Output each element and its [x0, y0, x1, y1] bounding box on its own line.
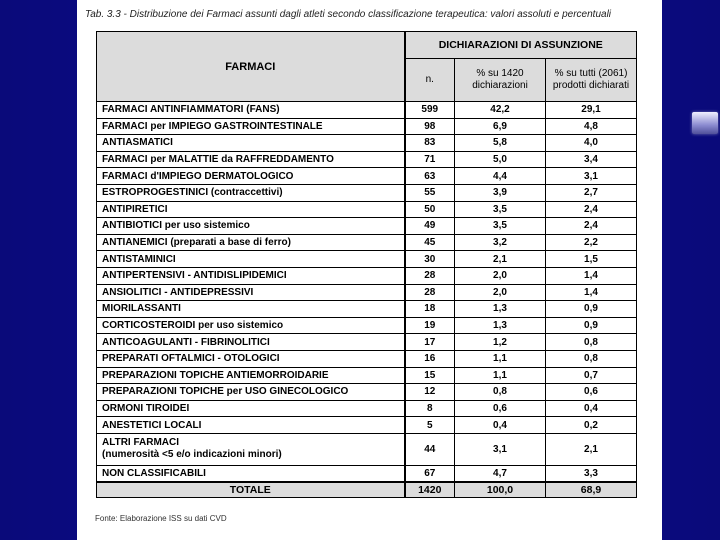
- table-row: [97, 118, 637, 135]
- table-row: [97, 301, 637, 318]
- row-drug-name: [97, 384, 405, 401]
- row-pct-dichiarazioni: 5,8: [455, 135, 546, 152]
- drug-class-label: ANSIOLITICI - ANTIDEPRESSIVI: [102, 286, 254, 298]
- table-row: [97, 251, 637, 268]
- drug-class-label: PREPARAZIONI TOPICHE per USO GINECOLOGICO: [102, 386, 349, 398]
- row-n: 28: [405, 284, 455, 301]
- row-pct-dichiarazioni: 2,0: [455, 284, 546, 301]
- row-pct-prodotti: 4,0: [546, 135, 637, 152]
- drug-class-label: FARMACI per IMPIEGO GASTROINTESTINALE: [102, 120, 323, 132]
- drug-class-label: PREPARAZIONI TOPICHE ANTIEMORROIDARIE: [102, 369, 329, 381]
- row-pct-prodotti: 3,4: [546, 151, 637, 168]
- table-row: [97, 135, 637, 152]
- table-row: [97, 400, 637, 417]
- row-pct-prodotti: 1,4: [546, 284, 637, 301]
- row-drug-name: [97, 135, 405, 152]
- row-drug-name: [97, 400, 405, 417]
- row-pct-dichiarazioni: 1,2: [455, 334, 546, 351]
- row-pct-dichiarazioni: 0,8: [455, 384, 546, 401]
- row-n: 28: [405, 267, 455, 284]
- row-pct-dichiarazioni: 1,3: [455, 301, 546, 318]
- table-row: [97, 417, 637, 434]
- header-pct-dichiarazioni: % su 1420 dichiarazioni: [455, 59, 546, 102]
- row-pct-dichiarazioni: 42,2: [455, 102, 546, 119]
- row-pct-prodotti: 2,7: [546, 184, 637, 201]
- row-n: 8: [405, 400, 455, 417]
- table-row: [97, 334, 637, 351]
- drug-class-label: NON CLASSIFICABILI: [102, 468, 206, 480]
- row-pct-dichiarazioni: 2,1: [455, 251, 546, 268]
- table-row: [97, 102, 637, 119]
- row-pct-prodotti: 2,4: [546, 218, 637, 235]
- table-row: [97, 267, 637, 284]
- drug-class-label: MIORILASSANTI: [102, 303, 181, 315]
- row-drug-name: [97, 251, 405, 268]
- row-drug-name: [97, 284, 405, 301]
- row-pct-prodotti: 0,7: [546, 367, 637, 384]
- row-pct-prodotti: 2,1: [546, 433, 637, 465]
- drug-class-label: ANTIPIRETICI: [102, 203, 168, 215]
- row-n: 30: [405, 251, 455, 268]
- row-drug-name: [97, 234, 405, 251]
- row-drug-name: [97, 201, 405, 218]
- table-row: [97, 184, 637, 201]
- drug-class-label: ANTISTAMINICI: [102, 253, 176, 265]
- row-n: 599: [405, 102, 455, 119]
- row-pct-dichiarazioni: 3,5: [455, 201, 546, 218]
- row-pct-dichiarazioni: 3,9: [455, 184, 546, 201]
- row-pct-dichiarazioni: 1,1: [455, 350, 546, 367]
- row-pct-dichiarazioni: 1,1: [455, 367, 546, 384]
- total-pct-dichiarazioni: 100,0: [455, 482, 546, 498]
- row-pct-dichiarazioni: 0,6: [455, 400, 546, 417]
- row-drug-name: [97, 151, 405, 168]
- row-drug-name: [97, 102, 405, 119]
- row-pct-prodotti: 29,1: [546, 102, 637, 119]
- table-row: [97, 201, 637, 218]
- row-pct-prodotti: 0,4: [546, 400, 637, 417]
- row-drug-name: [97, 367, 405, 384]
- row-pct-prodotti: 0,6: [546, 384, 637, 401]
- drug-class-label: ANTIASMATICI: [102, 137, 173, 149]
- row-n: 63: [405, 168, 455, 185]
- total-pct-prodotti: 68,9: [546, 482, 637, 498]
- drug-class-label: PREPARATI OFTALMICI - OTOLOGICI: [102, 353, 280, 365]
- table-row: [97, 350, 637, 367]
- drug-class-label: ORMONI TIROIDEI: [102, 402, 190, 414]
- scanned-page: [77, 0, 662, 540]
- row-pct-prodotti: 0,8: [546, 350, 637, 367]
- row-n: 55: [405, 184, 455, 201]
- drug-class-label: ANTIPERTENSIVI - ANTIDISLIPIDEMICI: [102, 270, 287, 282]
- row-pct-prodotti: 2,4: [546, 201, 637, 218]
- row-pct-prodotti: 1,5: [546, 251, 637, 268]
- table-row: [97, 234, 637, 251]
- total-label: TOTALE: [97, 482, 405, 498]
- row-drug-name: [97, 417, 405, 434]
- row-n: 50: [405, 201, 455, 218]
- drug-class-label: ANTIBIOTICI per uso sistemico: [102, 220, 250, 232]
- drug-class-label: FARMACI ANTINFIAMMATORI (FANS): [102, 104, 280, 116]
- row-drug-name: [97, 350, 405, 367]
- row-pct-dichiarazioni: 1,3: [455, 317, 546, 334]
- row-pct-dichiarazioni: 4,4: [455, 168, 546, 185]
- row-pct-dichiarazioni: 3,2: [455, 234, 546, 251]
- drug-class-label: ANTICOAGULANTI - FIBRINOLITICI: [102, 336, 270, 348]
- table-row: [97, 218, 637, 235]
- slide-decoration: [692, 112, 718, 134]
- total-n: 1420: [405, 482, 455, 498]
- row-n: 17: [405, 334, 455, 351]
- row-drug-name: [97, 184, 405, 201]
- row-pct-prodotti: 3,3: [546, 465, 637, 482]
- row-n: 45: [405, 234, 455, 251]
- row-pct-dichiarazioni: 2,0: [455, 267, 546, 284]
- row-pct-prodotti: 3,1: [546, 168, 637, 185]
- row-n: 18: [405, 301, 455, 318]
- table-row: [97, 284, 637, 301]
- table-row: [97, 384, 637, 401]
- row-n: 49: [405, 218, 455, 235]
- row-pct-prodotti: 0,8: [546, 334, 637, 351]
- drug-class-label: FARMACI per MALATTIE da RAFFREDDAMENTO: [102, 154, 334, 166]
- row-n: 83: [405, 135, 455, 152]
- header-n: n.: [405, 59, 455, 102]
- row-pct-prodotti: 4,8: [546, 118, 637, 135]
- drug-class-label: FARMACI d'IMPIEGO DERMATOLOGICO: [102, 170, 294, 182]
- row-n: 5: [405, 417, 455, 434]
- row-n: 44: [405, 433, 455, 465]
- drug-class-label: ANESTETICI LOCALI: [102, 419, 202, 431]
- row-pct-dichiarazioni: 5,0: [455, 151, 546, 168]
- drug-class-label: ESTROPROGESTINICI (contraccettivi): [102, 187, 283, 199]
- header-pct-prodotti: % su tutti (2061) prodotti dichiarati: [546, 59, 637, 102]
- row-pct-dichiarazioni: 4,7: [455, 465, 546, 482]
- source-note: Fonte: Elaborazione ISS su dati CVD: [95, 514, 227, 523]
- row-pct-prodotti: 1,4: [546, 267, 637, 284]
- row-n: 19: [405, 317, 455, 334]
- drug-class-note: (numerosità <5 e/o indicazioni minori): [102, 449, 282, 461]
- row-n: 15: [405, 367, 455, 384]
- header-farmaci: FARMACI: [97, 32, 405, 102]
- row-drug-name: [97, 317, 405, 334]
- header-group: DICHIARAZIONI DI ASSUNZIONE: [405, 32, 637, 59]
- table-row: [97, 433, 637, 465]
- row-pct-prodotti: 0,2: [546, 417, 637, 434]
- row-drug-name: [97, 118, 405, 135]
- drug-table: [96, 31, 637, 498]
- row-pct-dichiarazioni: 0,4: [455, 417, 546, 434]
- row-drug-name: [97, 267, 405, 284]
- row-n: 67: [405, 465, 455, 482]
- drug-class-label: ANTIANEMICI (preparati a base di ferro): [102, 237, 291, 249]
- table-row: [97, 465, 637, 482]
- drug-class-label: ALTRI FARMACI: [102, 437, 180, 449]
- row-n: 71: [405, 151, 455, 168]
- total-row: [97, 482, 637, 498]
- row-drug-name: [97, 465, 405, 482]
- row-pct-prodotti: 2,2: [546, 234, 637, 251]
- row-drug-name: [97, 334, 405, 351]
- row-n: 12: [405, 384, 455, 401]
- row-pct-prodotti: 0,9: [546, 317, 637, 334]
- row-drug-name: [97, 168, 405, 185]
- table-row: [97, 151, 637, 168]
- table-row: [97, 317, 637, 334]
- row-pct-dichiarazioni: 6,9: [455, 118, 546, 135]
- row-pct-prodotti: 0,9: [546, 301, 637, 318]
- table-caption: Tab. 3.3 - Distribuzione dei Farmaci assunti dagli atleti secondo classificazione terapeutica: valori assoluti e percentuali: [85, 9, 612, 20]
- row-drug-name: [97, 433, 405, 465]
- row-drug-name: [97, 301, 405, 318]
- row-n: 16: [405, 350, 455, 367]
- table-row: [97, 168, 637, 185]
- table-row: [97, 367, 637, 384]
- row-drug-name: [97, 218, 405, 235]
- drug-class-label: CORTICOSTEROIDI per uso sistemico: [102, 320, 284, 332]
- row-pct-dichiarazioni: 3,1: [455, 433, 546, 465]
- row-pct-dichiarazioni: 3,5: [455, 218, 546, 235]
- row-n: 98: [405, 118, 455, 135]
